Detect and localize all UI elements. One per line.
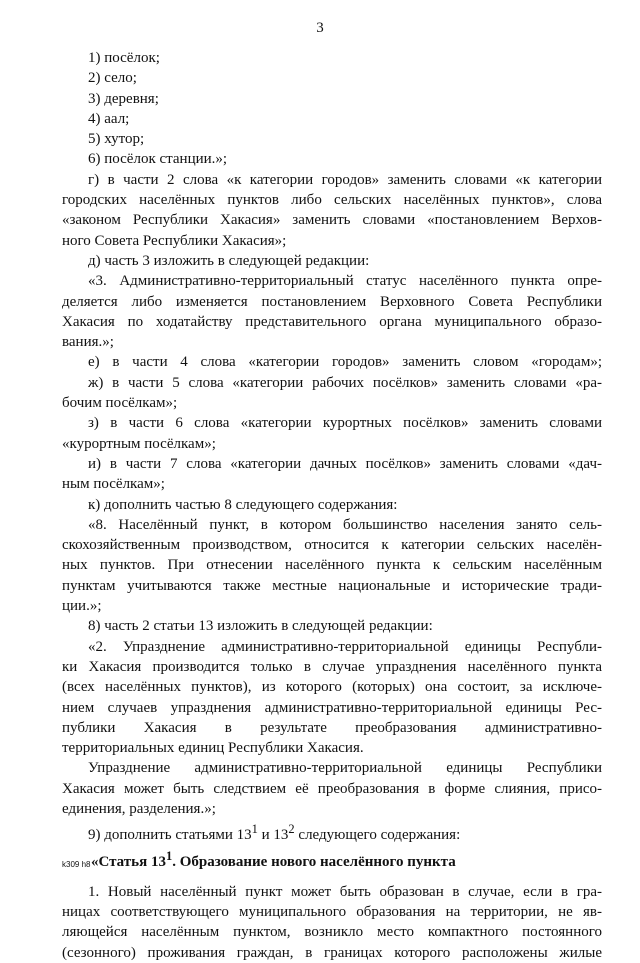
paragraph-line: городских населённых пунктов либо сельских населённых пунктов», слова	[62, 192, 602, 209]
paragraph-line: ных пунктов. При отнесении населённого пункта к сельским населённым	[62, 557, 602, 574]
paragraph-line: «2. Упразднение административно-территориальной единицы Республи-	[88, 638, 602, 655]
paragraph-line: вания.»;	[62, 334, 114, 351]
paragraph-line: Хакасия по ходатайству представительного органа муниципального образо-	[62, 313, 602, 330]
paragraph-line: (сезонного) проживания граждан, в границах которого расположены жилые	[62, 944, 602, 961]
paragraph-line: «8. Населённый пункт, в котором большинство населения занято сель-	[88, 516, 602, 533]
paragraph-line: бочим посёлкам»;	[62, 395, 178, 412]
list-item: 5) хутор;	[88, 131, 145, 148]
document-body	[62, 48, 602, 963]
article-heading-text: «Статья 13	[91, 853, 166, 870]
paragraph-line: ляющейся населённым пунктом, возникло место компактного постоянного	[62, 924, 602, 941]
paragraph-line: публики Хакасия в результате преобразования административно-	[62, 719, 602, 736]
paragraph-line: Упразднение административно-территориальной единицы Республики	[88, 760, 602, 777]
paragraph-line: единения, разделения.»;	[62, 800, 216, 817]
paragraph-line: г) в части 2 слова «к категории городов» заменить словами «к категории	[88, 171, 602, 188]
amendment-text: 9) дополнить статьями 13	[88, 827, 252, 844]
paragraph-line: д) часть 3 изложить в следующей редакции:	[88, 252, 370, 269]
list-item: 6) посёлок станции.»;	[88, 151, 228, 168]
list-item: 3) деревня;	[88, 90, 159, 107]
paragraph-line: 1. Новый населённый пункт может быть образован в случае, если в гра-	[88, 883, 602, 900]
paragraph-line: «3. Административно-территориальный статус населённого пункта опре-	[88, 273, 602, 290]
superscript: 1	[165, 848, 173, 863]
article-heading	[62, 846, 602, 872]
paragraph-line: 8) часть 2 статьи 13 изложить в следующей редакции:	[88, 618, 433, 635]
paragraph-line: ницах соответствующего муниципального образования на территории, не яв-	[62, 904, 602, 921]
amendment-text: и 13	[257, 827, 289, 844]
spacer	[62, 872, 602, 882]
paragraph-line: з) в части 6 слова «категории курортных посёлков» заменить словами	[88, 415, 602, 432]
paragraph-line: и) в части 7 слова «категории дачных посёлков» заменить словами «дач-	[88, 455, 602, 472]
list-item: 4) аал;	[88, 110, 130, 127]
superscript: 1	[251, 822, 258, 837]
paragraph-line: «законом Республики Хакасия» заменить словами «постановлением Верхов-	[62, 212, 602, 229]
paragraph-line: деляется либо изменяется постановлением Верховного Совета Республики	[62, 293, 602, 310]
paragraph-line: ж) в части 5 слова «категории рабочих посёлков» заменить словами «ра-	[88, 374, 602, 391]
amendment-text: следующего содержания:	[294, 827, 461, 844]
paragraph-line: ки Хакасия производится только в случае упразднения населённого пункта	[62, 658, 602, 675]
paragraph-line: ции.»;	[62, 598, 102, 615]
paragraph-line: е) в части 4 слова «категории городов» заменить словом «городам»;	[88, 354, 602, 371]
paragraph-line: к) дополнить частью 8 следующего содержания:	[88, 496, 398, 513]
page-number: 3	[316, 20, 324, 36]
footer-code: k309 h8	[62, 860, 91, 869]
paragraph-line: скохозяйственным производством, относится к категории сельских населён-	[62, 537, 602, 554]
amendment-line	[62, 819, 602, 845]
paragraph-line: (всех населённых пунктов), из которого (которых) она состоит, за исключе-	[62, 679, 602, 696]
paragraph-line: ного Совета Республики Хакасия»;	[62, 232, 287, 249]
list-item: 2) село;	[88, 70, 137, 87]
paragraph-line: территориальных единиц Республики Хакасия.	[62, 740, 364, 757]
paragraph-line: ным посёлкам»;	[62, 476, 165, 493]
list-item: 1) посёлок;	[88, 50, 160, 66]
superscript: 2	[288, 822, 295, 837]
article-heading-text: . Образование нового населённого пункта	[172, 853, 456, 870]
paragraph-line: «курортным посёлкам»;	[62, 435, 216, 452]
paragraph-line: нием случаев упразднения административно-территориальной единицы Рес-	[62, 699, 602, 716]
paragraph-line: Хакасия может быть следствием её преобразования в форме слияния, присо-	[62, 780, 602, 797]
paragraph-line: пунктам учитываются также местные национальные и исторические тради-	[62, 577, 602, 594]
